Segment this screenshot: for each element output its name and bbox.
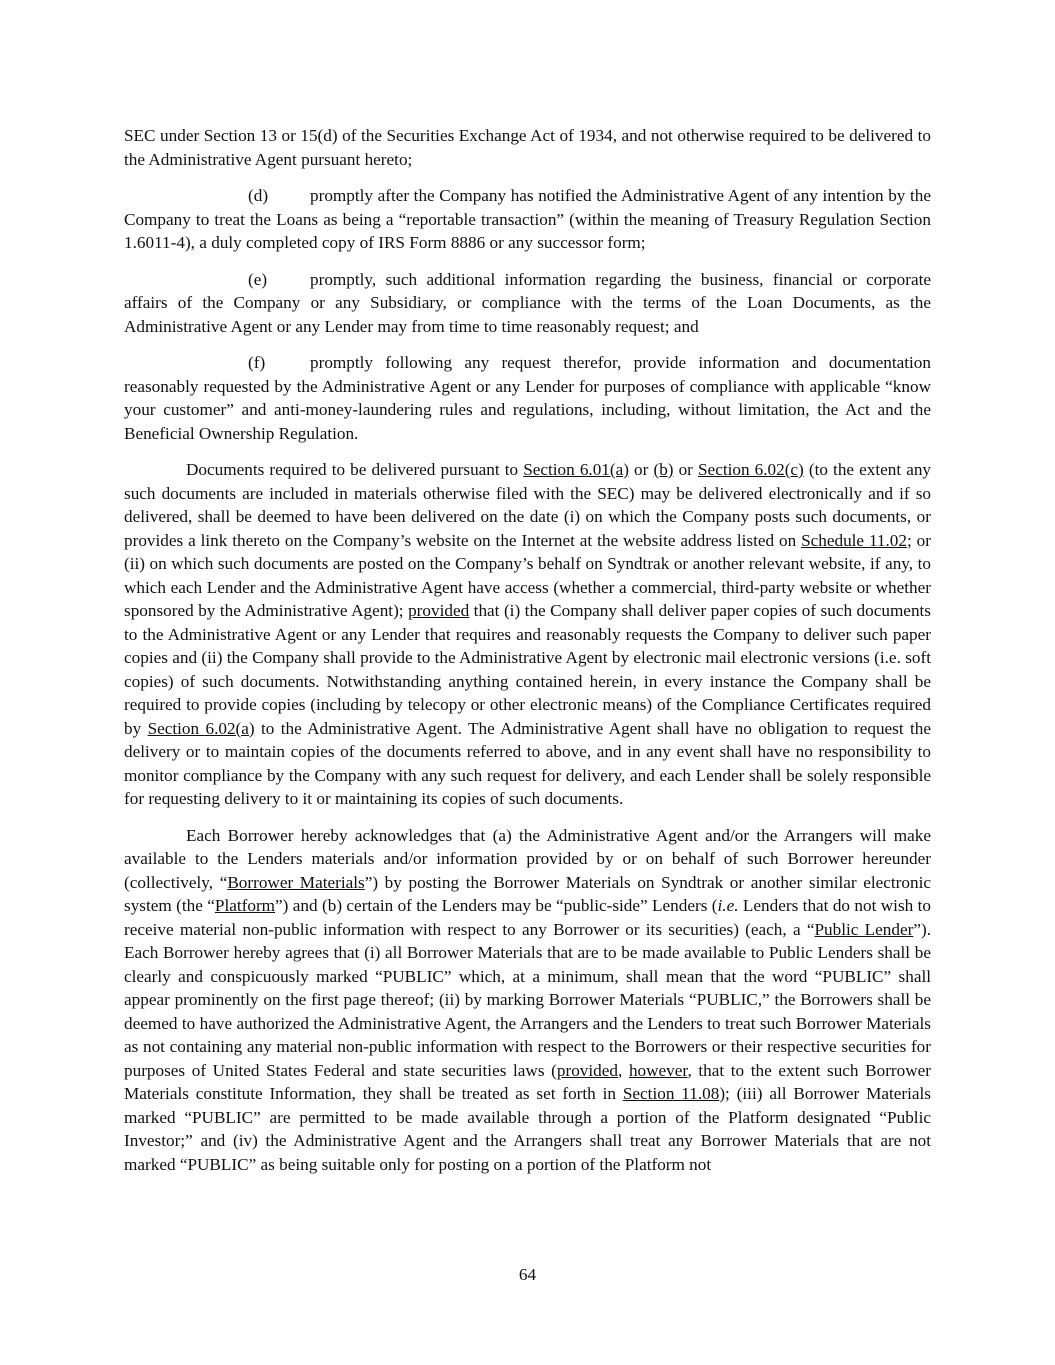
- list-item-d: [124, 184, 931, 255]
- text-run: that (i) the Company shall deliver paper copies of such documents to the Administrative Agent or any Lender that requires and reasonably requests the Company to deliver such paper copies and (ii) the Company shall provide to the Administrative Agent by electronic mail electronic versions (i.e. soft copies) of such documents. Notwithstanding anything contained herein, in every instance the Company shall be required to provide copies (including by telecopy or other electronic means) of the Compliance Certificates required by: [124, 601, 931, 738]
- paragraph-borrower-materials: [124, 824, 931, 1177]
- text-run: (to the extent any such documents are included in materials otherwise filed with the SEC) may be delivered electronically and if so delivered, shall be deemed to have been delivered on the date (i) on which the Company posts such documents, or provides a link thereto on the Company’s website on the Internet at the website address listed on: [124, 460, 932, 550]
- defined-term: Platform: [214, 896, 276, 915]
- section-reference: Section 6.02(a): [147, 718, 255, 738]
- item-label: (d): [248, 186, 269, 205]
- text-run: Documents required to be delivered pursuant to: [186, 460, 524, 479]
- text-run: ; or (ii) on which such documents are posted on the Company’s behalf on Syndtrak or another relevant website, if any, to which each Lender and the Administrative Agent have access (whether a commercial, third-party website or whether sponsored by the Administrative Agent);: [124, 530, 931, 620]
- page-number: 64: [518, 1265, 537, 1284]
- defined-term: Public Lender: [814, 919, 914, 939]
- text-run: or: [673, 460, 698, 479]
- document-page: [124, 124, 931, 1189]
- text-run: ”) by posting the Borrower Materials on Syndtrak or another similar electronic system (the “: [124, 872, 931, 915]
- italic-abbreviation: i.e.: [717, 896, 739, 915]
- section-reference: Section 6.02(c): [698, 460, 804, 479]
- proviso-term: however: [628, 1060, 688, 1080]
- text-run: or: [628, 460, 654, 479]
- text-run: ”). Each Borrower hereby agrees that (i) all Borrower Materials that are to be made available to Public Lenders shall be clearly and conspicuously marked “PUBLIC” which, at a minimum, shall mean that the word “PUBLIC” shall appear prominently on the first page thereof; (ii) by marking Borrower Materials “PUBLIC,” the Borrowers shall be deemed to have authorized the Administrative Agent, the Arrangers and the Lenders to treat such Borrower Materials as not containing any material non-public information with respect to the Borrowers or their respective securities for purposes of United States Federal and state securities laws (: [124, 919, 931, 1080]
- paragraph-text: SEC under Section 13 or 15(d) of the Securities Exchange Act of 1934, and not otherwise required to be delivered to the Administrative Agent pursuant hereto;: [124, 126, 931, 169]
- text-run: , that to the extent such Borrower Materials constitute Information, they shall be treated as set forth in: [124, 1060, 931, 1103]
- schedule-reference: Schedule 11.02: [801, 530, 907, 550]
- text-run: ); (iii) all Borrower Materials marked “PUBLIC” are permitted to be made available through a portion of the Platform designated “Public Investor;” and (iv) the Administrative Agent and the Arrangers shall treat any Borrower Materials that are not marked “PUBLIC” as being suitable only for posting on a portion of the Platform not: [124, 1084, 931, 1174]
- section-reference: Section 11.08: [622, 1084, 720, 1103]
- item-text: promptly after the Company has notified the Administrative Agent of any intention by the Company to treat the Loans as being a “reportable transaction” (within the meaning of Treasury Regulation Section 1.6011-4), a duly completed copy of IRS Form 8886 or any successor form;: [124, 186, 931, 252]
- text-run: to the Administrative Agent. The Administrative Agent shall have no obligation to request the delivery or to maintain copies of the documents referred to above, and in any event shall have no responsibility to monitor compliance by the Company with any such request for delivery, and each Lender shall be solely responsible for requesting delivery to it or maintaining its copies of such documents.: [124, 718, 932, 808]
- proviso-term: provided: [556, 1060, 618, 1080]
- text-run: Lenders that do not wish to receive material non-public information with respect to any Borrower or its securities) (each, a “: [124, 896, 932, 939]
- paragraph-continuation: [124, 124, 931, 171]
- item-label: (f): [248, 353, 266, 372]
- item-text: promptly, such additional information regarding the business, financial or corporate affairs of the Company or any Subsidiary, or compliance with the terms of the Loan Documents, as the Administrative Agent or any Lender may from time to time reasonably request; and: [124, 269, 931, 336]
- paragraph-documents-delivery: [124, 458, 931, 811]
- item-label: (e): [248, 269, 268, 289]
- section-reference: Section 6.01(a): [523, 460, 629, 479]
- list-item-f: [124, 351, 931, 445]
- text-run: ”) and (b) certain of the Lenders may be “public-side” Lenders (: [275, 896, 718, 915]
- list-item-e: [124, 268, 931, 339]
- text-run: ,: [618, 1060, 629, 1080]
- defined-term: Borrower Materials: [227, 872, 365, 892]
- text-run: Each Borrower hereby acknowledges that (a) the Administrative Agent and/or the Arrangers will make available to the Lenders materials and/or information provided by or on behalf of such Borrower hereunder (collectively, “: [124, 825, 931, 892]
- item-text: promptly following any request therefor, provide information and documentation reasonably requested by the Administrative Agent or any Lender for purposes of compliance with applicable “know your customer” and anti-money-laundering rules and regulations, including, without limitation, the Act and the Beneficial Ownership Regulation.: [124, 353, 931, 443]
- proviso-term: provided: [408, 601, 470, 620]
- section-reference: (b): [653, 460, 674, 479]
